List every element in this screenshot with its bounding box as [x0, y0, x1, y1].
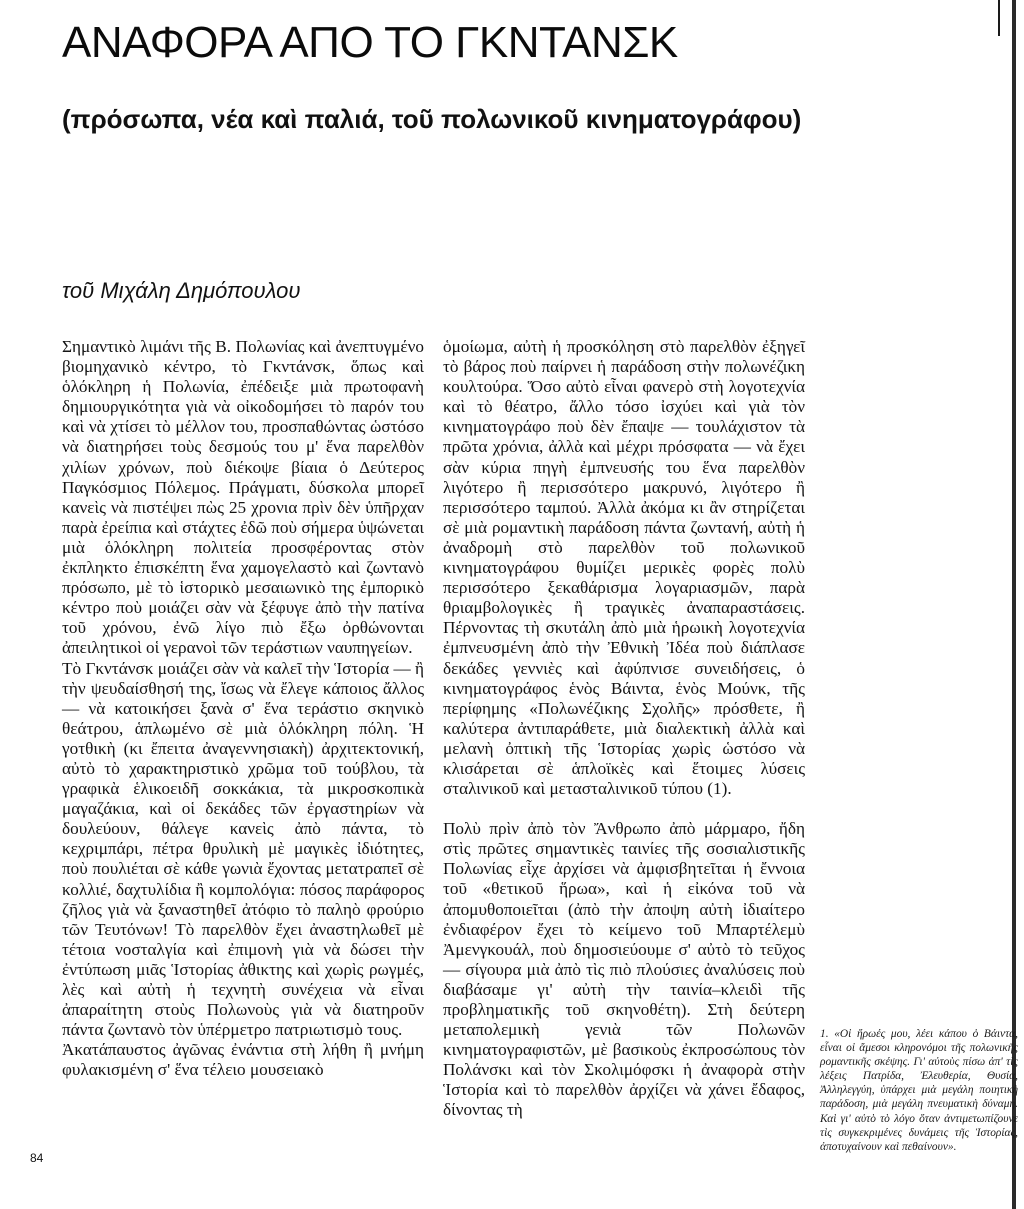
article-subtitle: (πρόσωπα, νέα καὶ παλιά, τοῦ πολωνικοῦ κινηματογράφου): [62, 104, 802, 134]
footnote: 1. «Οἱ ἥρωές μου, λέει κάπου ὁ Βάιντα, εἶναι οἱ ἄμεσοι κληρονόμοι τῆς πολωνικῆς ρομαντικῆς σκέψης. Γι' αὐτοὺς πίσω ἀπ' τὶς λέξεις Πατρίδα, Ἐλευθερία, Θυσία, Ἀλληλεγγύη, ὑπάρχει μιὰ μεγάλη ποιητικὴ παράδοση, μιὰ μεγάλη πνευματικὴ δύναμη. Καὶ γι' αὐτὸ τὸ λόγο ὅταν ἀντιμετωπίζουνε τὶς συγκεκριμένες δυνάμεις τῆς Ἱστορίας, ἀποτυχαίνουν καὶ πεθαίνουν».: [820, 1028, 1018, 1153]
paragraph: Σημαντικὸ λιμάνι τῆς Β. Πολωνίας καὶ ἀνεπτυγμένο βιομηχανικὸ κέντρο, τὸ Γκντάνσκ, ὅπως καὶ ὁλόκληρη ἡ Πολωνία, ἐπέδειξε μιὰ πρωτοφανὴ δημιουργικότητα γιὰ νὰ οἰκοδομήσει τὸ παρόν του καὶ νὰ χτίσει τὸ μέλλον του, προσπαθώντας ὡστόσο νὰ διατηρήσει τοὺς δεσμούς του μ' ἕνα παρελθὸν χιλίων χρόνων, ποὺ διέκοψε βίαια ὁ Δεύτερος Παγκόσμιος Πόλεμος. Πράγματι, δύσκολα μπορεῖ κανεὶς νὰ πιστέψει πὼς 25 χρονια πρὶν δὲν ὑπῆρχαν παρὰ ἐρείπια καὶ στάχτες ἐδῶ ποὺ σήμερα ὑψώνεται μιὰ ὁλόκληρη πολιτεία προσφέροντας στὸν ἐκπληκτο ἐπισκέπτη ἕνα χαμογελαστὸ καὶ ζωντανὸ πρόσωπο, μὲ τὸ ἱστορικὸ μεσαιωνικὸ της ἐμπορικὸ κέντρο ποὺ μοιάζει σὰν νὰ ξέφυγε ἀπὸ τὴν πατίνα τοῦ χρόνου, ἐνῶ λίγο πιὸ ἔξω ὀρθώνονται ἀπειλητικοὶ οἱ γερανοὶ τῶν τεράστιων ναυπηγείων.: [62, 337, 424, 658]
paragraph: Πολὺ πρὶν ἀπὸ τὸν Ἄνθρωπο ἀπὸ μάρμαρο, ἤδη στὶς πρῶτες σημαντικὲς ταινίες τῆς σοσιαλιστικῆς Πολωνίας εἶχε ἀρχίσει νὰ ἀμφισβητεῖται ἡ ἔννοια τοῦ «θετικοῦ ἥρωα», καὶ ἡ εἰκόνα τοῦ νὰ ἀπομυθοποιεῖται (ἀπὸ τὴν ἀποψη αὐτὴ ἰδιαίτερο ἐνδιαφέρον ἔχει τὸ κείμενο τοῦ Μπαρτέλεμὺ Ἀμενγκουάλ, ποὺ δημοσιεύουμε σ' αὐτὸ τὸ τεῦχος — σίγουρα μιὰ ἀπὸ τὶς πιὸ πλούσιες ἀναλύσεις ποὺ διαβάσαμε γι' αὐτὴ τὴν ταινία–κλειδὶ τῆς προβληματικῆς τοῦ σκηνοθέτη). Στὴ δεύτερη μεταπολεμικὴ γενιὰ τῶν Πολωνῶν κινηματογραφιστῶν, μὲ βασικοὺς ἐκπροσώπους τὸν Πολάνσκι καὶ τὸν Σκολιμόφσκι ἡ ἀναφορὰ στὴν Ἱστορία καὶ τὸ παρελθὸν ἀρχίζει νὰ χάνει ἔδαφος, δίνοντας τὴ: [443, 819, 805, 1120]
page-number: 84: [30, 1151, 44, 1165]
text-column-right: [443, 337, 805, 1121]
paragraph: Τὸ Γκντάνσκ μοιάζει σὰν νὰ καλεῖ τὴν Ἱστορία — ἢ τὴν ψευδαίσθησή της, ἴσως νὰ ἔλεγε κάποιος ἄλλος — νὰ κατοικήσει ξανὰ σ' ἕνα τεράστιο σκηνικὸ θεάτρου, ἁπλωμένο σὲ μιὰ ὁλόκληρη πόλη. Ἡ γοτθικὴ (κι ἔπειτα ἀναγεννησιακὴ) ἀρχιτεκτονική, αὐτὸ τὸ χαρακτηριστικὸ χρῶμα τοῦ τούβλου, τὰ γραφικὰ ἑλικοειδῆ σοκκάκια, τὰ μικροσκοπικὰ μαγαζάκια, καὶ οἱ δεκάδες τῶν ἐργαστηρίων νὰ δουλεύουν, θάλεγε κανεὶς ἀπὸ πάντα, τὸ κεχριμπάρι, πέτρα θρυλικὴ μὲ μαγικὲς ἰδιότητες, ποὺ πουλιέται σὲ κάθε γωνιὰ ἔχοντας μετατραπεῖ σὲ κολλιέ, δαχτυλίδια ἢ κομπολόγια: πόσος παράφορος ζῆλος γιὰ νὰ ξαναστηθεῖ ἀτόφιο τὸ παληὸ φρούριο τῶν Τευτόνων! Τὸ παρελθὸν ἔχει ἀναστηλωθεῖ μὲ τέτοια νοσταλγία καὶ ἐπιμονὴ γιὰ νὰ δώσει τὴν ἐντύπωση μιᾶς Ἱστορίας ἀθικτης καὶ χωρὶς ρωγμές, λὲς καὶ αὐτὴ ἡ τεχνητὴ συνέχεια νὰ εἶναι ἀπαραίτητη στοὺς Πολωνοὺς γιὰ νὰ διατηροῦν πάντα ζωντανὸ τὸν ὑπέρμετρο πατριωτισμὸ τους.: [62, 658, 424, 1040]
article-author: τοῦ Μιχάλη Δημόπουλου: [62, 278, 301, 303]
paragraph: Ἀκατάπαυστος ἀγῶνας ἐνάντια στὴ λήθη ἢ μνήμη φυλακισμένη σ' ἕνα τέλειο μουσειακὸ: [62, 1040, 424, 1080]
paragraph: ὁμοίωμα, αὐτὴ ἡ προσκόληση στὸ παρελθὸν ἐξηγεῖ τὸ βάρος ποὺ παίρνει ἡ παράδοση στὴν πολωνέζικη κουλτούρα. Ὅσο αὐτὸ εἶναι φανερὸ στὴ λογοτεχνία καὶ τὸ θέατρο, ἄλλο τόσο ἰσχύει καὶ γιὰ τὸν κινηματογράφο ποὺ δὲν ἔπαψε — τουλάχιστον τὰ πρῶτα χρόνια, ἀλλὰ καὶ μέχρι πρόσφατα — νὰ ἔχει σὰν κύρια πηγὴ ἐμπνευσής του ἕνα παρελθὸν λιγότερο ἢ περισσότερο μακρυνό, λιγότερο ἢ περισσότερο ταμπού. Ἀλλὰ ἀκόμα κι ἂν στηρίζεται σὲ μιὰ ρομαντικὴ παράδοση πάντα ζωντανή, αὐτὴ ἡ ἀναδρομὴ στὸ παρελθὸν τοῦ πολωνικοῦ κινηματογράφου θυμίζει μερικὲς φορὲς πολὺ περισσότερο ξεκαθάρισμα λογαριασμῶν, παρὰ θριαμβολογικὲς ἢ τραγικὲς ἀναπαραστάσεις. Πέρνοντας τὴ σκυτάλη ἀπὸ μιὰ ἡρωικὴ λογοτεχνία ἐμπνευσμένη ἀπὸ τὴν Ἐθνικὴ Ἰδέα ποὺ διάπλασε δεκάδες γεννιὲς καὶ ἀφύπνισε συνειδήσεις, ὁ κινηματογράφος ἑνὸς Βάιντα, ἑνὸς Μούνκ, τῆς περίφημης «Πολωνέζικης Σχολῆς» πρόσθετε, ἢ καλύτερα ἀντιπαράθετε, μιὰ διαλεκτικὴ ἀλλὰ καὶ μελανὴ ὀπτικὴ τῆς Ἱστορίας χωρὶς ὡστόσο νὰ κλισάρεται σὲ ἁπλοϊκὲς καὶ ἕτοιμες λύσεις σταλινικοῦ καὶ μετασταλινικοῦ τύπου (1).: [443, 337, 805, 799]
text-column-left: [62, 337, 424, 1080]
top-rule: [998, 0, 1000, 36]
article-title: ΑΝΑΦΟΡΑ ΑΠΟ ΤΟ ΓΚΝΤΑΝΣΚ: [62, 18, 678, 67]
